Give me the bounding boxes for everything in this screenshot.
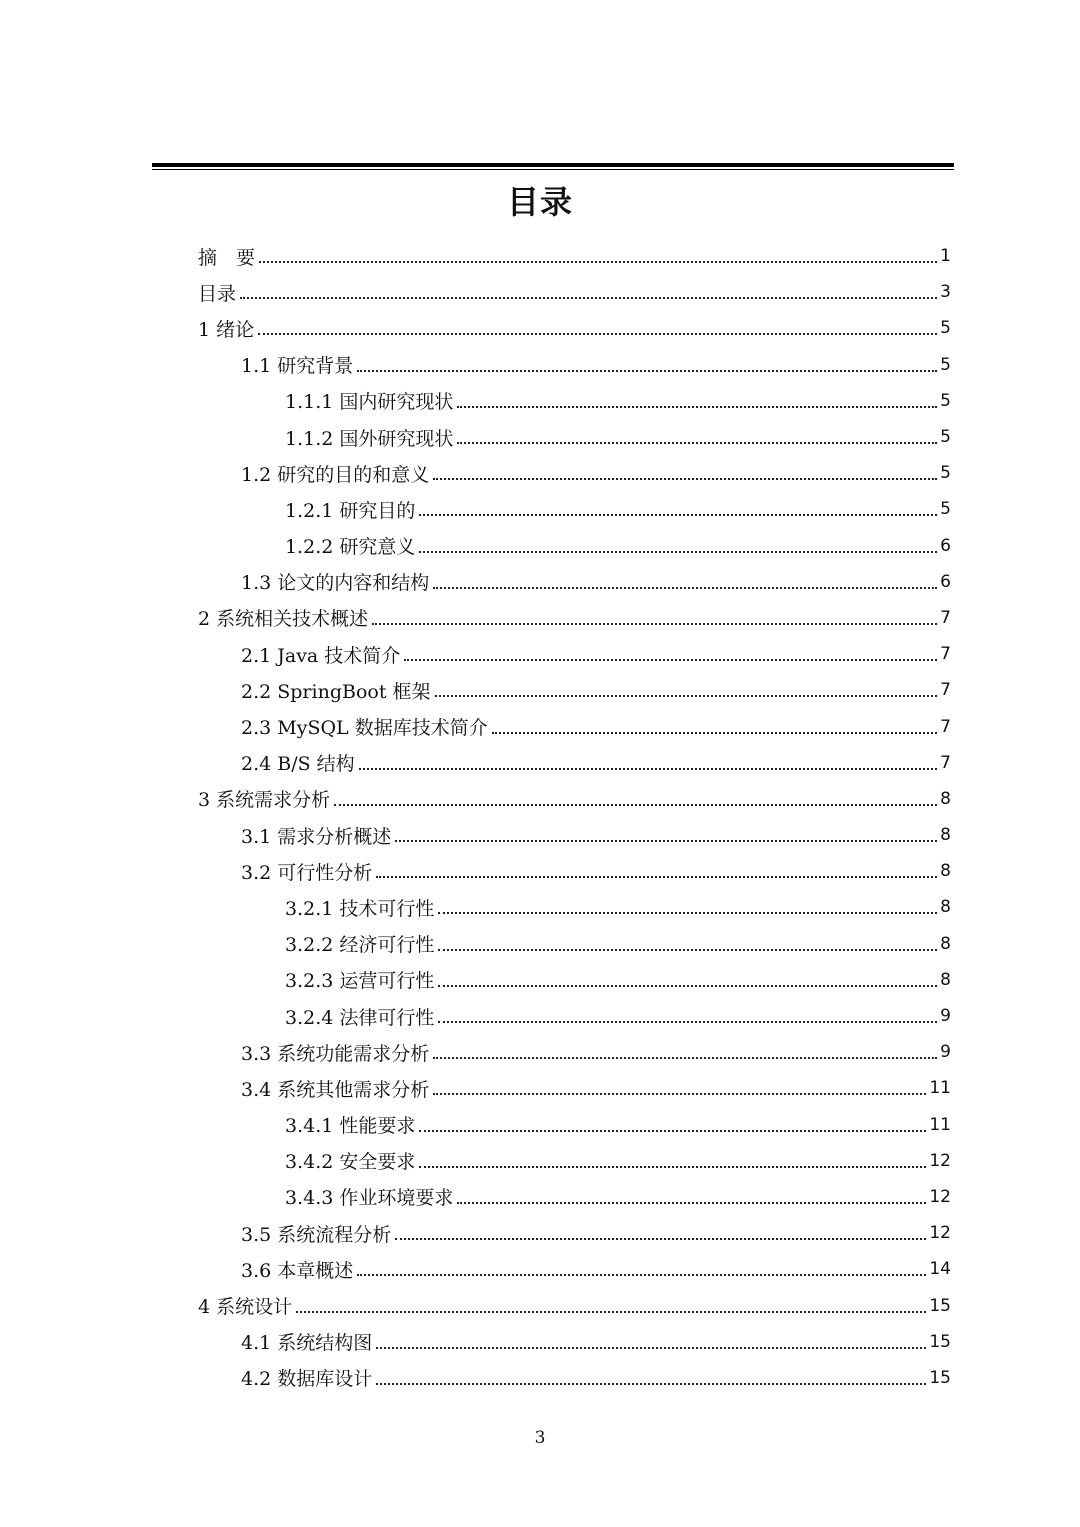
toc-dot-leader [433, 1057, 937, 1059]
toc-list [0, 238, 1080, 1396]
page-number: 3 [534, 1428, 546, 1448]
toc-entry[interactable] [0, 708, 951, 744]
toc-entry[interactable] [0, 347, 951, 383]
toc-entry-page: 12 [929, 1223, 951, 1244]
toc-entry-page: 7 [940, 644, 951, 665]
toc-entry[interactable] [0, 1360, 951, 1396]
toc-dot-leader [419, 551, 937, 553]
toc-entry-label: 3.4.1 性能要求 [285, 1115, 416, 1138]
header-rule-thin [152, 169, 954, 170]
toc-entry[interactable] [0, 310, 951, 346]
toc-entry-page: 11 [929, 1078, 951, 1099]
toc-entry-page: 8 [940, 969, 951, 990]
toc-entry-label: 2.1 Java 技术简介 [241, 644, 401, 667]
toc-dot-leader [334, 804, 937, 806]
toc-dot-leader [395, 840, 937, 842]
toc-dot-leader [435, 695, 938, 697]
toc-dot-leader [457, 1202, 926, 1204]
toc-dot-leader [376, 1347, 926, 1349]
toc-entry[interactable] [0, 1287, 951, 1323]
toc-entry-page: 5 [940, 499, 951, 520]
toc-dot-leader [419, 1130, 926, 1132]
toc-entry-page: 8 [940, 897, 951, 918]
toc-entry-label: 3.2.4 法律可行性 [285, 1006, 435, 1029]
toc-entry[interactable] [0, 238, 951, 274]
toc-dot-leader [419, 514, 937, 516]
toc-entry-page: 5 [940, 390, 951, 411]
toc-entry[interactable] [0, 564, 951, 600]
toc-dot-leader [457, 442, 937, 444]
toc-entry[interactable] [0, 528, 951, 564]
toc-entry-page: 8 [940, 861, 951, 882]
toc-entry-page: 5 [940, 354, 951, 375]
toc-entry[interactable] [0, 1070, 951, 1106]
toc-dot-leader [376, 876, 937, 878]
toc-entry-label: 1 绪论 [198, 318, 255, 341]
toc-dot-leader [357, 370, 937, 372]
toc-entry-label: 摘 要 [198, 246, 256, 269]
toc-entry-page: 8 [940, 933, 951, 954]
toc-dot-leader [372, 623, 937, 625]
toc-entry-label: 3.4.3 作业环境要求 [285, 1187, 454, 1210]
toc-entry-label: 4 系统设计 [198, 1296, 293, 1319]
toc-entry-label: 1.1.1 国内研究现状 [285, 391, 454, 414]
toc-entry-page: 8 [940, 788, 951, 809]
toc-dot-leader [404, 659, 937, 661]
toc-entry-label: 1.3 论文的内容和结构 [241, 572, 430, 595]
toc-dot-leader [259, 261, 937, 263]
header-rule-thick [152, 163, 954, 167]
toc-dot-leader [419, 1166, 926, 1168]
toc-entry-page: 9 [940, 1042, 951, 1063]
toc-entry-page: 15 [929, 1367, 951, 1388]
toc-dot-leader [433, 587, 937, 589]
toc-entry[interactable] [0, 1251, 951, 1287]
toc-entry[interactable] [0, 1215, 951, 1251]
toc-entry[interactable] [0, 745, 951, 781]
toc-entry[interactable] [0, 962, 951, 998]
toc-entry[interactable] [0, 455, 951, 491]
toc-entry-page: 15 [929, 1331, 951, 1352]
toc-entry-label: 1.2.2 研究意义 [285, 536, 416, 559]
toc-entry-label: 3.2.3 运营可行性 [285, 970, 435, 993]
toc-entry-page: 6 [940, 571, 951, 592]
toc-dot-leader [438, 949, 937, 951]
toc-entry-label: 2.4 B/S 结构 [241, 753, 355, 776]
toc-entry-label: 4.2 数据库设计 [241, 1368, 373, 1391]
toc-entry-label: 3.1 需求分析概述 [241, 825, 392, 848]
toc-entry[interactable] [0, 853, 951, 889]
toc-dot-leader [376, 1383, 926, 1385]
toc-entry-page: 15 [929, 1295, 951, 1316]
toc-entry-label: 1.1.2 国外研究现状 [285, 427, 454, 450]
toc-entry[interactable] [0, 817, 951, 853]
toc-entry[interactable] [0, 1143, 951, 1179]
toc-entry[interactable] [0, 600, 951, 636]
toc-entry-label: 1.2.1 研究目的 [285, 499, 416, 522]
toc-entry-label: 3.2.1 技术可行性 [285, 897, 435, 920]
toc-entry-label: 3.2.2 经济可行性 [285, 934, 435, 957]
toc-entry-page: 6 [940, 535, 951, 556]
toc-entry[interactable] [0, 781, 951, 817]
toc-title: 目录 [506, 183, 573, 221]
toc-entry-label: 3.3 系统功能需求分析 [241, 1042, 430, 1065]
toc-entry-page: 7 [940, 680, 951, 701]
toc-entry[interactable] [0, 926, 951, 962]
toc-entry-label: 3.2 可行性分析 [241, 861, 373, 884]
toc-entry-page: 12 [929, 1150, 951, 1171]
toc-entry[interactable] [0, 889, 951, 925]
toc-dot-leader [395, 1238, 926, 1240]
toc-entry[interactable] [0, 1107, 951, 1143]
toc-entry-label: 3.5 系统流程分析 [241, 1223, 392, 1246]
toc-entry[interactable] [0, 491, 951, 527]
toc-entry-label: 1.1 研究背景 [241, 355, 354, 378]
toc-dot-leader [357, 1274, 926, 1276]
toc-dot-leader [359, 768, 937, 770]
toc-entry[interactable] [0, 1179, 951, 1215]
toc-entry-label: 2 系统相关技术概述 [198, 608, 369, 631]
toc-entry-page: 5 [940, 318, 951, 339]
toc-entry[interactable] [0, 383, 951, 419]
toc-dot-leader [296, 1311, 926, 1313]
toc-entry-label: 2.2 SpringBoot 框架 [241, 680, 431, 703]
toc-entry[interactable] [0, 1034, 951, 1070]
toc-entry-page: 7 [940, 716, 951, 737]
toc-entry-label: 目录 [198, 282, 237, 305]
toc-dot-leader [457, 406, 937, 408]
toc-entry-page: 12 [929, 1186, 951, 1207]
toc-entry[interactable] [0, 274, 951, 310]
toc-dot-leader [492, 732, 937, 734]
toc-dot-leader [240, 297, 937, 299]
toc-entry-page: 5 [940, 427, 951, 448]
toc-entry-page: 1 [940, 246, 951, 267]
toc-entry-label: 3 系统需求分析 [198, 789, 331, 812]
toc-entry-page: 9 [940, 1006, 951, 1027]
toc-entry[interactable] [0, 636, 951, 672]
toc-entry-page: 7 [940, 607, 951, 628]
toc-entry-label: 2.3 MySQL 数据库技术简介 [241, 717, 488, 740]
toc-entry-label: 4.1 系统结构图 [241, 1332, 373, 1355]
toc-dot-leader [433, 1093, 926, 1095]
toc-entry[interactable] [0, 419, 951, 455]
toc-entry[interactable] [0, 998, 951, 1034]
toc-entry-page: 5 [940, 463, 951, 484]
toc-entry-page: 8 [940, 825, 951, 846]
toc-entry-label: 3.4.2 安全要求 [285, 1151, 416, 1174]
toc-dot-leader [438, 985, 937, 987]
toc-dot-leader [433, 478, 937, 480]
toc-entry-label: 3.6 本章概述 [241, 1259, 354, 1282]
toc-entry-page: 7 [940, 752, 951, 773]
toc-entry[interactable] [0, 672, 951, 708]
toc-entry-label: 3.4 系统其他需求分析 [241, 1078, 430, 1101]
toc-dot-leader [438, 912, 937, 914]
toc-entry[interactable] [0, 1324, 951, 1360]
toc-dot-leader [258, 333, 937, 335]
toc-dot-leader [438, 1021, 937, 1023]
toc-entry-page: 3 [940, 282, 951, 303]
toc-entry-label: 1.2 研究的目的和意义 [241, 463, 430, 486]
toc-entry-page: 11 [929, 1114, 951, 1135]
toc-entry-page: 14 [929, 1259, 951, 1280]
